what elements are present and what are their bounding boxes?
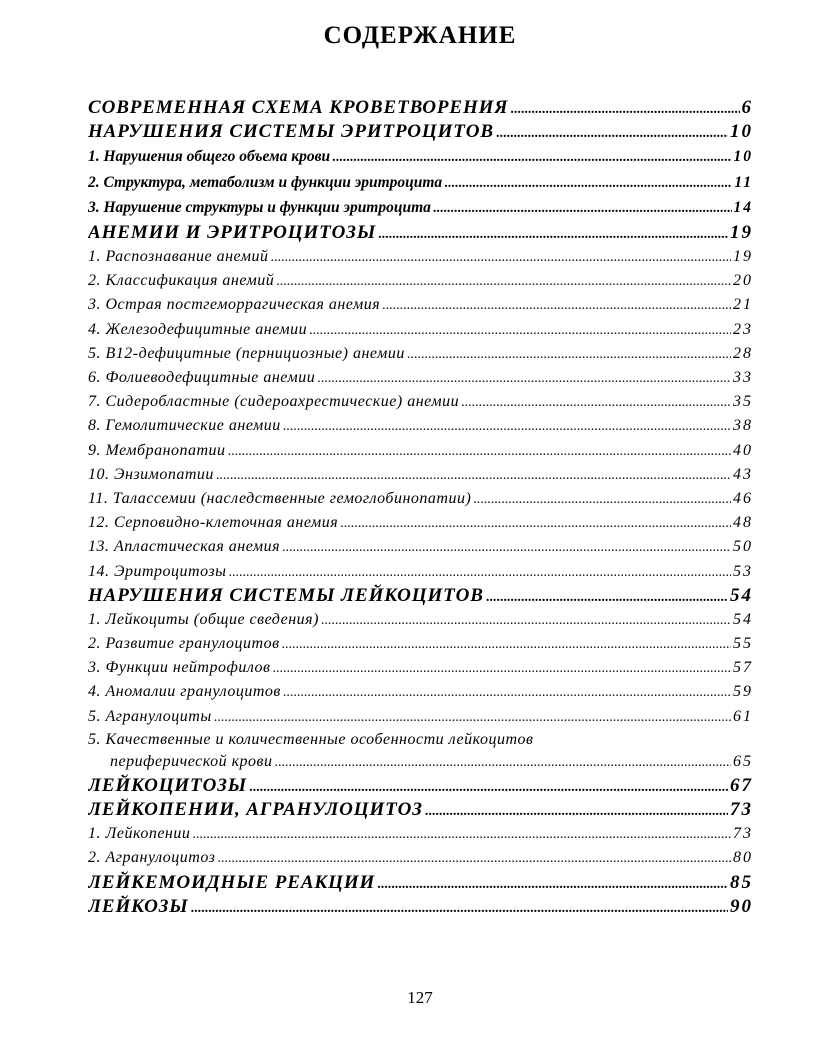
toc-entry-page: 57 <box>733 659 753 677</box>
toc-entry <box>88 729 753 774</box>
toc-entry-label: ЛЕЙКОПЕНИИ, АГРАНУЛОЦИТОЗ <box>88 799 423 820</box>
toc-entry <box>88 871 753 895</box>
toc-entry-label: 1. Лейкоциты (общие сведения) <box>88 610 319 628</box>
toc-entry-page: 10 <box>733 148 753 166</box>
dot-leader <box>486 586 728 608</box>
toc-entry-page: 33 <box>733 369 753 386</box>
dot-leader <box>270 246 731 269</box>
toc-entry-label: 6. Фолиеводефицитные анемии <box>88 369 316 386</box>
toc-entry-label: 5. В12-дефицитные (пернициозные) анемии <box>88 344 405 362</box>
toc-entry-page: 48 <box>733 514 753 532</box>
dot-leader <box>249 776 728 798</box>
toc-entry <box>88 366 753 390</box>
toc-entry-page: 20 <box>733 272 753 290</box>
toc-entry-page: 50 <box>733 538 753 556</box>
toc-entry <box>88 680 753 704</box>
dot-leader <box>382 294 731 317</box>
dot-leader <box>216 464 731 487</box>
toc-entry-page: 35 <box>733 393 753 411</box>
toc-entry-label: 1. Лейкопении <box>88 825 191 843</box>
toc-entry-label: ЛЕЙКЕМОИДНЫЕ РЕАКЦИИ <box>88 871 376 893</box>
toc-entry-label: 10. Энзимопатии <box>88 465 214 483</box>
toc-entry-label: 2. Агранулоцитоз <box>88 849 216 867</box>
toc-entry-label: 13. Апластическая анемия <box>88 538 281 556</box>
toc-entry-page: 65 <box>733 752 753 770</box>
toc-entry <box>88 656 753 680</box>
dot-leader <box>461 391 731 414</box>
toc-entry-page: 73 <box>730 799 753 820</box>
dot-leader <box>340 512 731 535</box>
toc-entry-label: 7. Сидеробластные (сидероахрестические) анемии <box>88 393 460 411</box>
toc-entry-page: 90 <box>730 895 753 917</box>
page-title: СОДЕРЖАНИЕ <box>323 22 517 49</box>
toc-entry-label: 2. Структура, метаболизм и функции эритроцита <box>88 173 443 191</box>
dot-leader <box>510 98 739 120</box>
toc-entry <box>88 318 753 342</box>
toc-entry <box>88 221 753 245</box>
toc-entry-label: 4. Железодефицитные анемии <box>88 320 308 338</box>
toc-entry <box>88 535 753 559</box>
toc-entry <box>88 144 753 170</box>
dot-leader <box>282 536 731 559</box>
page-number: 127 <box>407 988 433 1007</box>
table-of-contents <box>88 96 753 919</box>
toc-entry-page: 10 <box>730 121 753 143</box>
dot-leader <box>377 873 728 895</box>
toc-entry <box>88 342 753 366</box>
toc-entry <box>88 560 753 584</box>
toc-entry <box>88 895 753 919</box>
dot-leader <box>425 800 728 822</box>
dot-leader <box>217 847 731 870</box>
toc-entry-label: ЛЕЙКОЦИТОЗЫ <box>88 774 248 796</box>
toc-entry <box>88 414 753 438</box>
dot-leader <box>283 681 731 704</box>
dot-leader <box>444 171 732 196</box>
toc-entry-page: 46 <box>733 489 753 507</box>
toc-entry-label: 8. Гемолитические анемии <box>88 417 281 435</box>
toc-entry-page: 28 <box>733 344 753 362</box>
toc-entry <box>88 822 753 846</box>
toc-entry-label: АНЕМИИ И ЭРИТРОЦИТОЗЫ <box>88 221 377 243</box>
toc-entry-page: 67 <box>730 774 753 796</box>
toc-entry-label: 3. Функции нейтрофилов <box>88 659 271 677</box>
toc-entry <box>88 120 753 144</box>
toc-entry <box>88 463 753 487</box>
dot-leader <box>272 657 731 680</box>
toc-entry-page: 6 <box>741 97 753 118</box>
dot-leader <box>309 319 731 342</box>
toc-entry <box>88 96 753 120</box>
toc-entry <box>88 487 753 511</box>
toc-entry-label: 11. Талассемии (наследственные гемоглобинопатии) <box>88 489 472 507</box>
toc-entry <box>88 798 753 822</box>
dot-leader <box>496 122 728 144</box>
dot-leader <box>228 440 731 463</box>
toc-entry-page: 54 <box>730 584 753 606</box>
toc-entry-page: 40 <box>733 441 753 459</box>
toc-entry-label: 1. Нарушения общего объема крови <box>88 148 331 166</box>
toc-entry-page: 53 <box>733 562 753 580</box>
toc-entry-label: 4. Аномалии гранулоцитов <box>88 683 281 701</box>
dot-leader <box>321 609 731 632</box>
toc-entry-label: 5. Качественные и количественные особенности лейкоцитов <box>88 730 534 748</box>
dot-leader <box>317 367 731 390</box>
toc-entry <box>88 608 753 632</box>
dot-leader <box>473 488 731 511</box>
toc-entry-page: 80 <box>733 849 753 867</box>
dot-leader <box>275 752 732 774</box>
dot-leader <box>192 823 731 846</box>
toc-entry-page: 73 <box>733 825 753 843</box>
toc-entry-label: 5. Агранулоциты <box>88 707 212 725</box>
toc-entry <box>88 293 753 317</box>
toc-entry-page: 19 <box>730 221 753 243</box>
toc-entry-page: 38 <box>733 417 753 435</box>
toc-entry-page: 43 <box>733 465 753 483</box>
toc-entry-label: 12. Серповидно-клеточная анемия <box>88 514 339 532</box>
toc-entry <box>88 584 753 608</box>
toc-entry-label: 2. Классификация анемий <box>88 272 275 290</box>
toc-entry-page: 54 <box>733 610 753 628</box>
toc-entry-label: СОВРЕМЕННАЯ СХЕМА КРОВЕТВОРЕНИЯ <box>88 97 509 118</box>
toc-entry-label-continued: периферической крови <box>110 752 273 770</box>
toc-entry-label: ЛЕЙКОЗЫ <box>88 895 189 917</box>
dot-leader <box>228 561 731 584</box>
dot-leader <box>283 415 731 438</box>
toc-entry-page: 14 <box>733 199 753 217</box>
dot-leader <box>433 196 732 221</box>
toc-entry-page: 59 <box>733 683 753 701</box>
dot-leader <box>282 633 731 656</box>
toc-entry <box>88 846 753 870</box>
toc-entry <box>88 195 753 221</box>
dot-leader <box>214 706 731 729</box>
toc-entry-page: 55 <box>733 635 753 653</box>
toc-entry <box>88 245 753 269</box>
toc-entry-page: 61 <box>733 707 753 725</box>
toc-entry <box>88 511 753 535</box>
toc-entry <box>88 632 753 656</box>
toc-entry-label: 1. Распознавание анемий <box>88 248 269 266</box>
toc-entry-label: 9. Мембранопатии <box>88 441 226 459</box>
toc-entry-page: 23 <box>733 320 753 338</box>
toc-entry <box>88 390 753 414</box>
toc-entry-label: НАРУШЕНИЯ СИСТЕМЫ ЛЕЙКОЦИТОВ <box>88 584 484 606</box>
dot-leader <box>378 223 728 245</box>
toc-entry-label: НАРУШЕНИЯ СИСТЕМЫ ЭРИТРОЦИТОВ <box>88 121 494 143</box>
toc-entry-page: 11 <box>734 173 753 191</box>
toc-entry-page: 85 <box>730 871 753 893</box>
toc-entry-label: 3. Острая постгеморрагическая анемия <box>88 296 381 314</box>
toc-entry <box>88 439 753 463</box>
toc-entry <box>88 705 753 729</box>
toc-entry <box>88 269 753 293</box>
dot-leader <box>407 343 731 366</box>
toc-entry-page: 19 <box>733 248 753 266</box>
dot-leader <box>191 897 728 919</box>
toc-entry <box>88 774 753 798</box>
toc-entry-label: 2. Развитие гранулоцитов <box>88 635 280 653</box>
toc-entry-label: 14. Эритроцитозы <box>88 562 227 580</box>
dot-leader <box>276 270 731 293</box>
dot-leader <box>332 145 731 170</box>
toc-entry <box>88 170 753 196</box>
toc-entry-label: 3. Нарушение структуры и функции эритроцита <box>88 199 431 217</box>
toc-entry-page: 21 <box>733 296 753 314</box>
